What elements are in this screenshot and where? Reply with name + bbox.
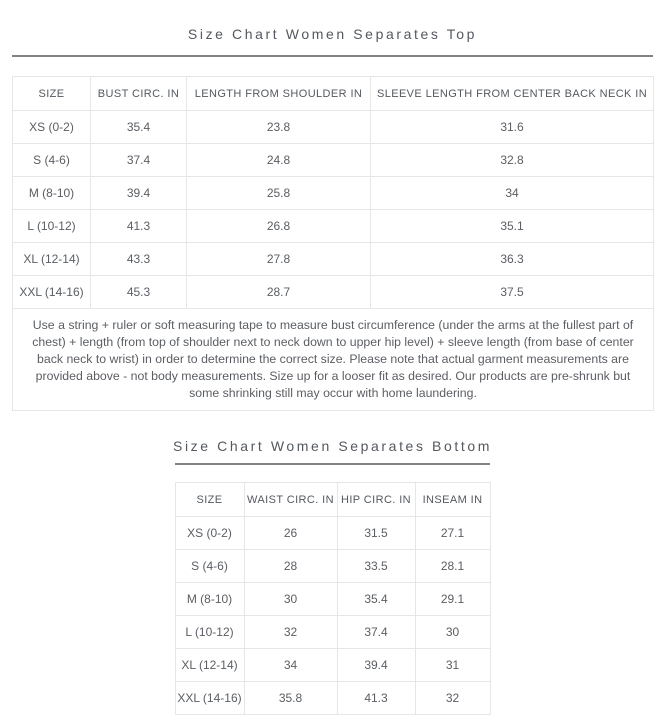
- table-row-m: [13, 177, 654, 210]
- column-header-hip: HIP CIRC. IN: [337, 483, 415, 517]
- bottom-size-chart-section: [0, 411, 665, 715]
- table-row-s: [175, 550, 490, 583]
- inseam-cell: 28.1: [415, 550, 490, 583]
- waist-cell: 34: [244, 649, 337, 682]
- column-header-size: SIZE: [13, 77, 91, 111]
- size-cell: XL (12-14): [13, 243, 91, 276]
- note-row: [13, 309, 654, 411]
- hip-cell: 35.4: [337, 583, 415, 616]
- table-row-xl: [175, 649, 490, 682]
- size-cell: M (8-10): [175, 583, 244, 616]
- bottom-title-divider: [175, 463, 490, 465]
- column-header-inseam: INSEAM IN: [415, 483, 490, 517]
- bust-cell: 35.4: [91, 111, 187, 144]
- table-row-m: [175, 583, 490, 616]
- hip-cell: 31.5: [337, 517, 415, 550]
- length-cell: 26.8: [187, 210, 371, 243]
- hip-cell: 41.3: [337, 682, 415, 715]
- length-cell: 28.7: [187, 276, 371, 309]
- size-cell: S (4-6): [175, 550, 244, 583]
- table-row-xl: [13, 243, 654, 276]
- sleeve-cell: 32.8: [371, 144, 654, 177]
- sleeve-cell: 36.3: [371, 243, 654, 276]
- length-cell: 23.8: [187, 111, 371, 144]
- table-row-xxl: [13, 276, 654, 309]
- table-row-xxl: [175, 682, 490, 715]
- top-size-table: [12, 76, 654, 411]
- size-cell: M (8-10): [13, 177, 91, 210]
- size-cell: XXL (14-16): [13, 276, 91, 309]
- bust-cell: 41.3: [91, 210, 187, 243]
- measuring-instructions-note: Use a string + ruler or soft measuring tape to measure bust circumference (under the arms at the fullest part of chest) + length (from top of shoulder next to neck down to upper hip level) + sleeve length (from base of center back neck to wrist) in order to determine the correct size. Please note that actual garment measurements are provided above - not body measurements. Size up for a looser fit as desired. Our products are pre-shrunk but some shrinking still may occur with home laundering.: [13, 309, 654, 411]
- bust-cell: 45.3: [91, 276, 187, 309]
- bottom-chart-title: Size Chart Women Separates Bottom: [173, 438, 492, 454]
- size-cell: XXL (14-16): [175, 682, 244, 715]
- inseam-cell: 32: [415, 682, 490, 715]
- bottom-size-table: [175, 482, 491, 715]
- column-header-waist: WAIST CIRC. IN: [244, 483, 337, 517]
- length-cell: 27.8: [187, 243, 371, 276]
- table-row-l: [175, 616, 490, 649]
- inseam-cell: 29.1: [415, 583, 490, 616]
- size-cell: XL (12-14): [175, 649, 244, 682]
- header-row: [13, 77, 654, 111]
- size-cell: L (10-12): [13, 210, 91, 243]
- top-chart-title: Size Chart Women Separates Top: [187, 26, 478, 42]
- sleeve-cell: 37.5: [371, 276, 654, 309]
- waist-cell: 32: [244, 616, 337, 649]
- inseam-cell: 30: [415, 616, 490, 649]
- sleeve-cell: 35.1: [371, 210, 654, 243]
- size-cell: S (4-6): [13, 144, 91, 177]
- table-row-xs: [175, 517, 490, 550]
- bust-cell: 39.4: [91, 177, 187, 210]
- sleeve-cell: 31.6: [371, 111, 654, 144]
- bust-cell: 37.4: [91, 144, 187, 177]
- waist-cell: 35.8: [244, 682, 337, 715]
- waist-cell: 30: [244, 583, 337, 616]
- header-row: [175, 483, 490, 517]
- inseam-cell: 27.1: [415, 517, 490, 550]
- column-header-bust: BUST CIRC. IN: [91, 77, 187, 111]
- table-row-s: [13, 144, 654, 177]
- table-row-l: [13, 210, 654, 243]
- length-cell: 25.8: [187, 177, 371, 210]
- hip-cell: 33.5: [337, 550, 415, 583]
- size-cell: L (10-12): [175, 616, 244, 649]
- waist-cell: 26: [244, 517, 337, 550]
- inseam-cell: 31: [415, 649, 490, 682]
- bust-cell: 43.3: [91, 243, 187, 276]
- size-cell: XS (0-2): [175, 517, 244, 550]
- hip-cell: 37.4: [337, 616, 415, 649]
- hip-cell: 39.4: [337, 649, 415, 682]
- column-header-size: SIZE: [175, 483, 244, 517]
- top-title-divider: [12, 55, 653, 57]
- column-header-length: LENGTH FROM SHOULDER IN: [187, 77, 371, 111]
- length-cell: 24.8: [187, 144, 371, 177]
- sleeve-cell: 34: [371, 177, 654, 210]
- size-cell: XS (0-2): [13, 111, 91, 144]
- column-header-sleeve: SLEEVE LENGTH FROM CENTER BACK NECK IN: [371, 77, 654, 111]
- table-row-xs: [13, 111, 654, 144]
- waist-cell: 28: [244, 550, 337, 583]
